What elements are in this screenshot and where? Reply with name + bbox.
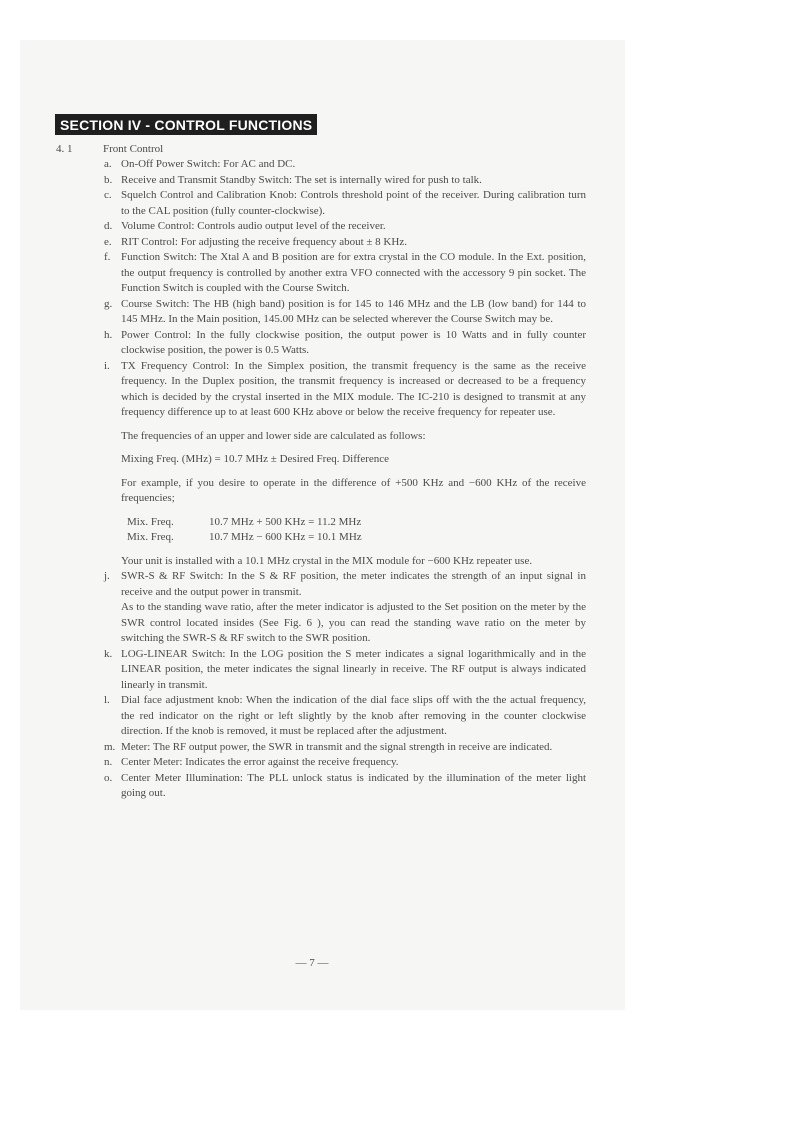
list-item [104, 188, 586, 219]
page-number: — 7 — [295, 957, 329, 969]
item-letter: l. [104, 694, 110, 706]
calculation-row [127, 530, 586, 546]
item-letter: c. [104, 189, 112, 201]
section-title: Front Control [103, 143, 164, 155]
list-item [104, 250, 586, 297]
item-text: Squelch Control and Calibration Knob: Controls threshold point of the receiver. During calibration turn to the CAL position (fully counter-clockwise). [121, 189, 586, 217]
item-letter: k. [104, 647, 113, 660]
calculation-value: 10.7 MHz + 500 KHz = 11.2 MHz [209, 515, 362, 528]
list-item [104, 755, 586, 771]
item-text: Volume Control: Controls audio output level of the receiver. [121, 220, 386, 232]
calculation-label: Mix. Freq. [127, 515, 174, 528]
list-item [104, 328, 586, 359]
list-item [104, 569, 586, 600]
item-text: On-Off Power Switch: For AC and DC. [121, 158, 296, 170]
item-text: Function Switch: The Xtal A and B position are for extra crystal in the CO module. In the Ext. position, the output frequency is controlled by another extra VFO connected with the accessory 9 pin socket. The Function Switch is coupled with the Course Switch. [121, 251, 586, 294]
item-text: Course Switch: The HB (high band) position is for 145 to 146 MHz and the LB (low band) for 144 to 145 MHz. In the Main position, 145.00 MHz can be selected wherever the Course Switch may be. [121, 297, 586, 325]
list-item [104, 157, 586, 173]
paragraph-formula: Mixing Freq. (MHz) = 10.7 MHz ± Desired Freq. Difference [121, 453, 390, 465]
item-letter: f. [104, 251, 111, 263]
item-letter: m. [104, 740, 116, 753]
section-number: 4. 1 [56, 143, 73, 155]
calculation-row [127, 515, 586, 531]
calculation-label: Mix. Freq. [127, 531, 174, 543]
list-item [104, 359, 586, 421]
list-item [104, 771, 586, 802]
item-text: Center Meter Illumination: The PLL unlock status is indicated by the illumination of the meter light going out. [121, 771, 586, 799]
item-letter: h. [104, 328, 113, 341]
item-text: SWR-S & RF Switch: In the S & RF position, the meter indicates the strength of an input signal in receive and the output power in transmit. [121, 570, 586, 598]
list-item [104, 740, 586, 756]
item-text: LOG-LINEAR Switch: In the LOG position the S meter indicates a signal logarithmically and in the LINEAR position, the meter indicates the signal linearly in receive. The RF output is always indicated linearly in transmit. [121, 647, 586, 691]
item-letter: o. [104, 771, 113, 784]
item-text: Meter: The RF output power, the SWR in transmit and the signal strength in receive are indicated. [121, 740, 553, 753]
item-letter: j. [104, 570, 110, 582]
control-function-list [104, 157, 586, 802]
item-letter: i. [104, 359, 110, 372]
paragraph-example: For example, if you desire to operate in the difference of +500 KHz and −600 KHz of the receive frequencies; [121, 476, 586, 504]
item-continuation: As to the standing wave ratio, after the meter indicator is adjusted to the Set position on the meter by the SWR control located insides (See Fig. 6 ), you can read the standing wave ratio on the meter by switching the SWR-S & RF switch to the SWR position. [121, 601, 586, 644]
item-text: RIT Control: For adjusting the receive frequency about ± 8 KHz. [121, 235, 407, 248]
list-item [104, 693, 586, 740]
list-item [104, 219, 586, 235]
list-item [104, 173, 586, 189]
paragraph-sides: The frequencies of an upper and lower side are calculated as follows: [121, 429, 426, 442]
list-item [104, 647, 586, 694]
item-text: TX Frequency Control: In the Simplex position, the transmit frequency is the same as the receive frequency. In the Duplex position, the transmit frequency is increased or decreased to be a frequency which is decided by the crystal inserted in the MIX module. The IC-210 is designed to transmit at any frequency difference up to at least 600 KHz above or below the receive frequency for repeater use. [121, 359, 586, 418]
item-letter: e. [104, 235, 112, 248]
calculation-value: 10.7 MHz − 600 KHz = 10.1 MHz [209, 531, 362, 543]
item-letter: g. [104, 297, 113, 310]
item-letter: n. [104, 756, 113, 768]
list-item [104, 235, 586, 251]
list-item [104, 297, 586, 328]
item-text: Receive and Transmit Standby Switch: The set is internally wired for push to talk. [121, 173, 482, 186]
item-text: Dial face adjustment knob: When the indication of the dial face slips off with the the actual frequency, the red indicator on the right or left slightly by the knob after removing in the counter clockwise direction. If the knob is removed, it must be replaced after the adjustment. [121, 694, 586, 737]
calculation-block [104, 515, 586, 546]
paragraph-installed: Your unit is installed with a 10.1 MHz crystal in the MIX module for −600 KHz repeater use. [121, 554, 533, 567]
item-letter: d. [104, 220, 113, 232]
item-text: Center Meter: Indicates the error against the receive frequency. [121, 756, 399, 768]
item-letter: b. [104, 173, 113, 186]
item-letter: a. [104, 158, 112, 170]
item-text: Power Control: In the fully clockwise position, the output power is 10 Watts and in fully counter clockwise position, the power is 0.5 Watts. [121, 328, 586, 356]
section-header: SECTION IV - CONTROL FUNCTIONS [55, 114, 317, 135]
